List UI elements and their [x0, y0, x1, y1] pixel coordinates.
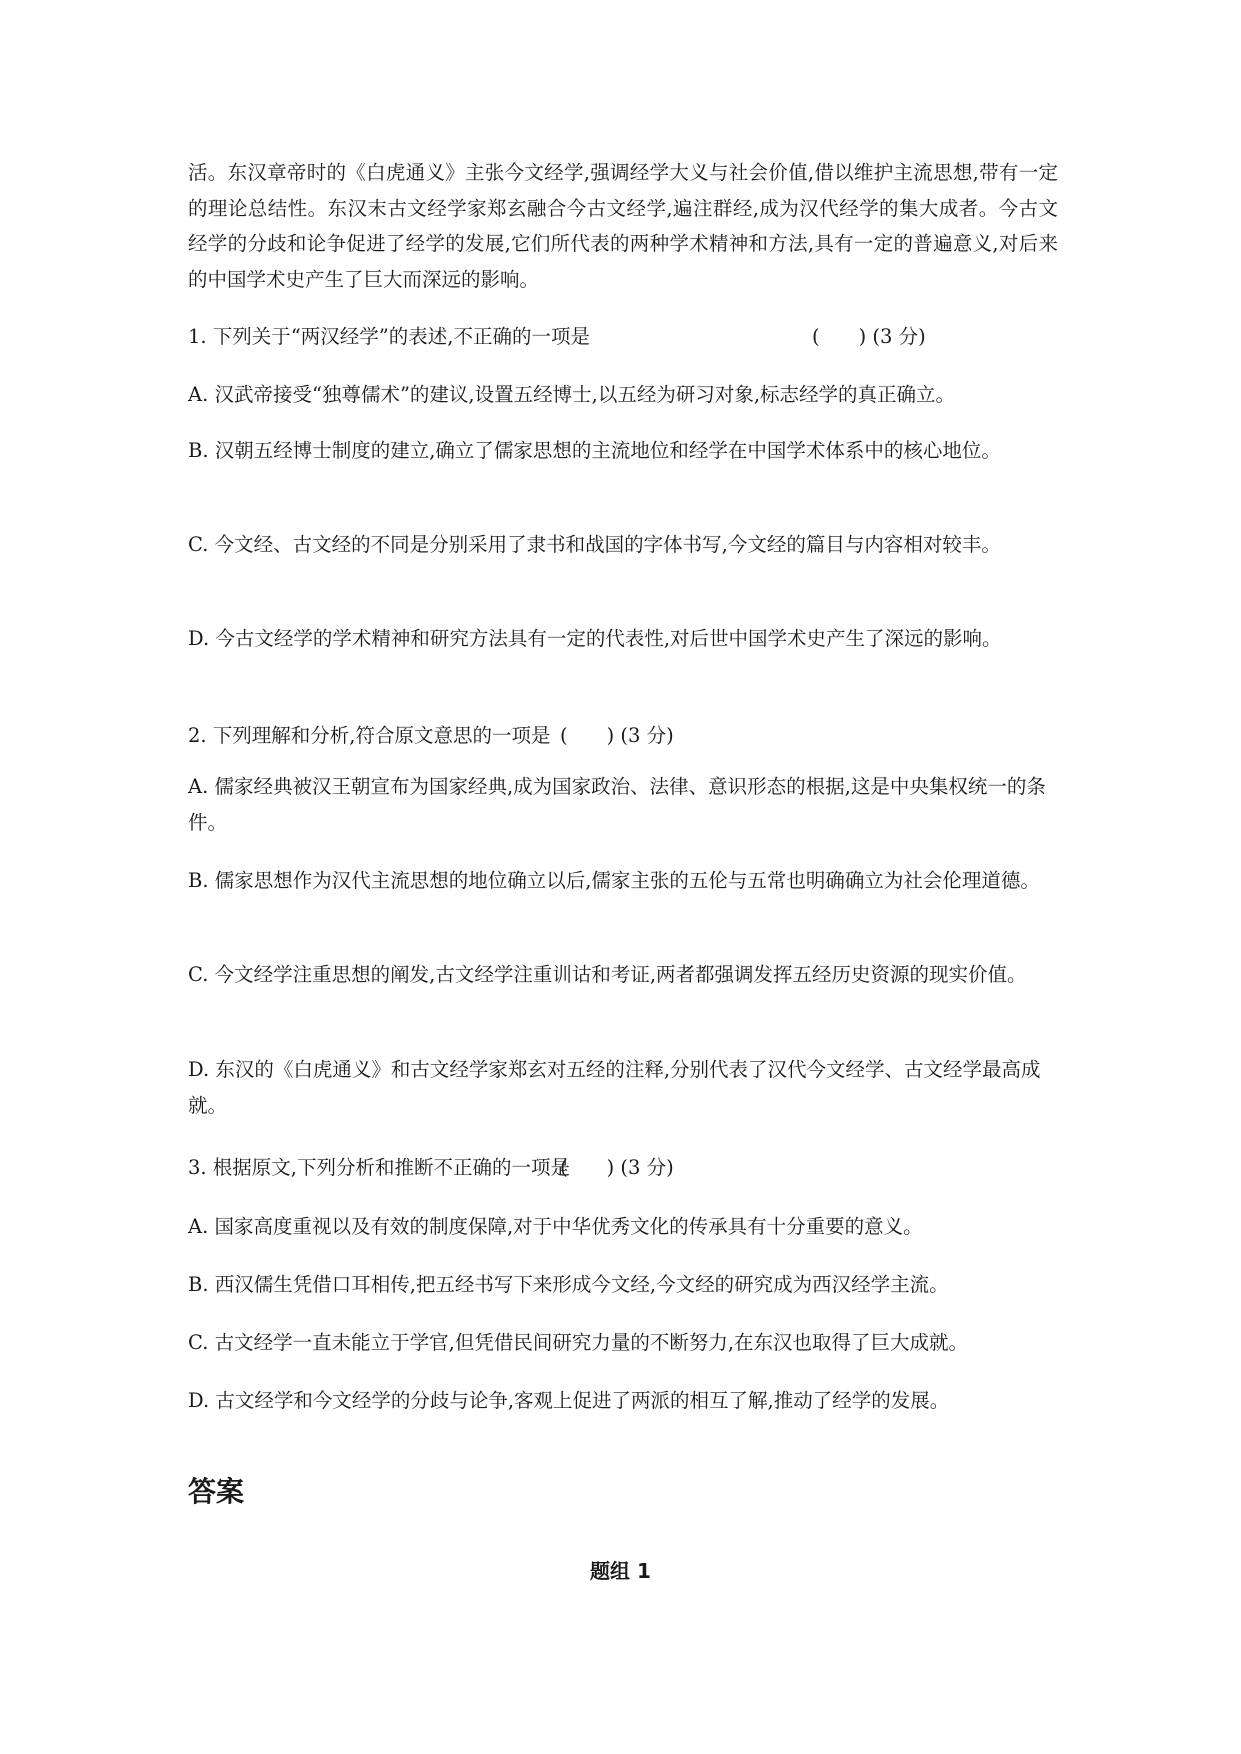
question-3-option-a: A. 国家高度重视以及有效的制度保障,对于中华优秀文化的传承具有十分重要的意义。: [188, 1215, 923, 1238]
question-2-option-d: D. 东汉的《白虎通义》和古文经学家郑玄对五经的注释,分别代表了汉代今文经学、古文经学最高成就。: [188, 1058, 1041, 1117]
question-1-option-a: A. 汉武帝接受“独尊儒术”的建议,设置五经博士,以五经为研习对象,标志经学的真正确立。: [188, 383, 956, 406]
question-2-option-a: A. 儒家经典被汉王朝宣布为国家经典,成为国家政治、法律、意识形态的根据,这是中央集权统一的条件。: [188, 775, 1046, 834]
question-1-bracket: ( ) (3 分): [812, 325, 926, 348]
question-3-option-d: D. 古文经学和今文经学的分歧与论争,客观上促进了两派的相互了解,推动了经学的发展。: [188, 1389, 950, 1412]
question-3-bracket: ( ) (3 分): [560, 1156, 674, 1179]
question-2-stem: 2. 下列理解和分析,符合原文意思的一项是: [188, 724, 551, 747]
question-1-option-d: D. 今古文经学的学术精神和研究方法具有一定的代表性,对后世中国学术史产生了深远的影响。: [188, 627, 1002, 650]
answers-group-title: 题组 1: [590, 1559, 651, 1583]
answers-heading: 答案: [188, 1475, 245, 1508]
question-3-option-b: B. 西汉儒生凭借口耳相传,把五经书写下来形成今文经,今文经的研究成为西汉经学主流。: [188, 1273, 949, 1296]
question-1-option-b: B. 汉朝五经博士制度的建立,确立了儒家思想的主流地位和经学在中国学术体系中的核心地位。: [188, 439, 1001, 462]
question-1-stem: 1. 下列关于“两汉经学”的表述,不正确的一项是: [188, 325, 590, 348]
question-2-bracket: ( ) (3 分): [560, 724, 674, 747]
question-3-option-c: C. 古文经学一直未能立于学官,但凭借民间研究力量的不断努力,在东汉也取得了巨大成就。: [188, 1331, 969, 1354]
question-3-stem: 3. 根据原文,下列分析和推断不正确的一项是: [188, 1156, 571, 1179]
passage-text: 活。东汉章帝时的《白虎通义》主张今文经学,强调经学大义与社会价值,借以维护主流思想,带有一定的理论总结性。东汉末古文经学家郑玄融合今古文经学,遍注群经,成为汉代经学的集大成者。今古文经学的分歧和论争促进了经学的发展,它们所代表的两种学术精神和方法,具有一定的普遍意义,对后来的中国学术史产生了巨大而深远的影响。: [188, 161, 1058, 291]
question-2-option-b: B. 儒家思想作为汉代主流思想的地位确立以后,儒家主张的五伦与五常也明确确立为社会伦理道德。: [188, 869, 1040, 892]
question-2-option-c: C. 今文经学注重思想的阐发,古文经学注重训诂和考证,两者都强调发挥五经历史资源的现实价值。: [188, 963, 1027, 986]
question-1-option-c: C. 今文经、古文经的不同是分别采用了隶书和战国的字体书写,今文经的篇目与内容相对较丰。: [188, 533, 1001, 556]
